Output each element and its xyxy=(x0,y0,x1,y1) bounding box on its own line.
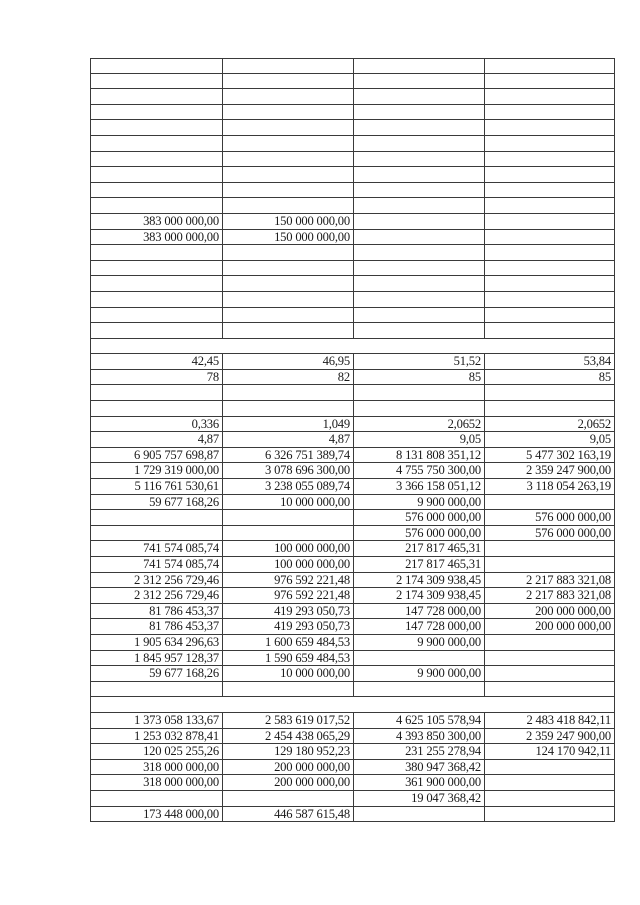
table-row xyxy=(91,760,614,776)
table-cell xyxy=(91,245,222,260)
table-cell xyxy=(484,541,614,556)
table-cell xyxy=(484,276,614,291)
table-cell: 100 000 000,00 xyxy=(222,557,353,572)
table-cell: 6 905 757 698,87 xyxy=(134,447,219,462)
table-cell xyxy=(91,292,222,307)
table-cell: 4,87 xyxy=(222,432,353,447)
table-cell: 217 817 465,31 xyxy=(353,557,484,572)
table-cell: 5 116 761 530,61 xyxy=(134,479,219,494)
table-cell xyxy=(222,697,353,712)
table-cell: 4 625 105 578,94 xyxy=(353,713,484,728)
table-row xyxy=(91,245,614,261)
table-cell xyxy=(222,74,353,89)
table-cell xyxy=(222,59,353,73)
table-row xyxy=(91,198,614,214)
table-row xyxy=(91,619,614,635)
table-cell: 1 373 058 133,67 xyxy=(134,712,219,727)
table-cell: 200 000 000,00 xyxy=(484,619,614,634)
table-cell: 2 217 883 321,08 xyxy=(484,573,614,588)
table-cell: 8 131 808 351,12 xyxy=(353,448,484,463)
table-cell: 0,336 xyxy=(191,416,219,431)
table-cell xyxy=(353,105,484,120)
table-cell: 100 000 000,00 xyxy=(222,541,353,556)
table-cell xyxy=(353,214,484,229)
table-cell xyxy=(353,59,484,73)
table-cell xyxy=(484,230,614,245)
table-cell xyxy=(353,385,484,400)
table-cell xyxy=(353,136,484,151)
table-cell: 81 786 453,37 xyxy=(149,619,219,634)
table-cell xyxy=(484,59,614,73)
table-cell xyxy=(91,791,222,806)
table-cell: 380 947 368,42 xyxy=(353,760,484,775)
table-cell xyxy=(91,152,222,167)
table-cell xyxy=(222,120,353,135)
table-cell xyxy=(222,152,353,167)
table-cell: 173 448 000,00 xyxy=(143,806,219,821)
table-row xyxy=(91,479,614,495)
table-cell xyxy=(484,120,614,135)
table-cell: 2,0652 xyxy=(353,417,484,432)
table-cell xyxy=(353,807,484,822)
table-cell xyxy=(353,183,484,198)
table-cell: 361 900 000,00 xyxy=(353,775,484,790)
table-row xyxy=(91,261,614,277)
table-cell: 2 454 438 065,29 xyxy=(222,729,353,744)
table-cell: 120 025 255,26 xyxy=(143,744,219,759)
table-cell xyxy=(91,89,222,104)
table-row xyxy=(91,573,614,589)
table-row xyxy=(91,510,614,526)
table-cell: 2 583 619 017,52 xyxy=(222,713,353,728)
table-cell xyxy=(91,385,222,400)
table-cell: 46,95 xyxy=(222,354,353,369)
table-cell: 576 000 000,00 xyxy=(484,510,614,525)
table-cell xyxy=(91,276,222,291)
table-row xyxy=(91,729,614,745)
table-cell xyxy=(484,775,614,790)
table-row xyxy=(91,136,614,152)
table-cell: 85 xyxy=(484,370,614,385)
table-cell: 741 574 085,74 xyxy=(143,557,219,571)
table-cell xyxy=(222,323,353,338)
table-cell: 78 xyxy=(206,369,219,384)
table-cell: 59 677 168,26 xyxy=(149,666,219,681)
table-row xyxy=(91,89,614,105)
table-cell xyxy=(484,323,614,338)
table-cell xyxy=(353,230,484,245)
table-row xyxy=(91,495,614,511)
table-cell xyxy=(484,682,614,697)
table-cell: 2 312 256 729,46 xyxy=(134,572,219,587)
table-row xyxy=(91,58,614,74)
table-cell xyxy=(353,167,484,182)
table-cell xyxy=(222,308,353,323)
table-cell: 53,84 xyxy=(484,354,614,369)
table-cell xyxy=(353,89,484,104)
table-cell xyxy=(222,245,353,260)
table-cell xyxy=(353,682,484,697)
table-row xyxy=(91,152,614,168)
table-cell xyxy=(484,557,614,572)
table-cell xyxy=(484,666,614,681)
financial-table xyxy=(91,58,614,822)
table-cell xyxy=(353,697,484,712)
table-cell: 446 587 615,48 xyxy=(222,807,353,822)
table-cell xyxy=(484,807,614,822)
table-row xyxy=(91,651,614,667)
table-cell: 82 xyxy=(222,370,353,385)
table-row xyxy=(91,635,614,651)
table-row xyxy=(91,339,614,355)
table-cell xyxy=(222,339,353,354)
table-cell: 5 477 302 163,19 xyxy=(484,448,614,463)
table-cell xyxy=(222,791,353,806)
table-cell xyxy=(484,401,614,416)
table-cell: 2 174 309 938,45 xyxy=(353,588,484,603)
table-cell xyxy=(222,261,353,276)
table-cell xyxy=(484,760,614,775)
table-cell: 4 393 850 300,00 xyxy=(353,729,484,744)
table-cell xyxy=(484,495,614,510)
table-row xyxy=(91,370,614,386)
table-cell xyxy=(484,697,614,712)
table-cell xyxy=(353,292,484,307)
table-cell: 2 217 883 321,08 xyxy=(484,588,614,603)
table-row xyxy=(91,354,614,370)
table-row xyxy=(91,417,614,433)
table-cell: 576 000 000,00 xyxy=(353,510,484,525)
table-cell: 419 293 050,73 xyxy=(222,619,353,634)
table-cell: 318 000 000,00 xyxy=(143,775,219,790)
table-row xyxy=(91,588,614,604)
table-cell xyxy=(484,152,614,167)
table-cell xyxy=(484,261,614,276)
table-cell xyxy=(91,136,222,151)
table-cell: 3 078 696 300,00 xyxy=(222,463,353,478)
table-cell: 576 000 000,00 xyxy=(353,526,484,541)
table-cell xyxy=(222,526,353,541)
table-cell xyxy=(91,526,222,541)
table-row xyxy=(91,557,614,573)
table-cell: 3 118 054 263,19 xyxy=(484,479,614,494)
table-cell: 150 000 000,00 xyxy=(222,214,353,229)
table-row xyxy=(91,276,614,292)
table-cell: 2 312 256 729,46 xyxy=(134,588,219,603)
table-row xyxy=(91,666,614,682)
table-cell: 2 174 309 938,45 xyxy=(353,573,484,588)
table-cell: 231 255 278,94 xyxy=(353,744,484,759)
table-cell xyxy=(353,74,484,89)
table-cell xyxy=(353,261,484,276)
table-cell: 976 592 221,48 xyxy=(222,588,353,603)
table-cell xyxy=(91,682,222,697)
table-cell xyxy=(91,401,222,416)
table-cell xyxy=(222,198,353,213)
table-cell xyxy=(91,308,222,323)
table-cell: 200 000 000,00 xyxy=(222,775,353,790)
table-cell: 124 170 942,11 xyxy=(484,744,614,759)
table-cell: 10 000 000,00 xyxy=(222,495,353,510)
table-cell: 383 000 000,00 xyxy=(143,229,219,244)
table-cell xyxy=(353,401,484,416)
table-cell: 1 905 634 296,63 xyxy=(134,634,219,649)
table-cell xyxy=(484,791,614,806)
table-cell xyxy=(91,183,222,198)
table-cell xyxy=(222,276,353,291)
table-cell xyxy=(91,120,222,135)
table-cell xyxy=(484,385,614,400)
table-cell xyxy=(484,105,614,120)
table-cell: 42,45 xyxy=(191,354,219,369)
table-row xyxy=(91,541,614,557)
table-row xyxy=(91,105,614,121)
table-row xyxy=(91,385,614,401)
table-cell: 4 755 750 300,00 xyxy=(353,463,484,478)
table-cell xyxy=(353,339,484,354)
table-cell xyxy=(484,89,614,104)
table-row xyxy=(91,167,614,183)
table-row xyxy=(91,807,614,823)
table-cell: 2,0652 xyxy=(484,417,614,432)
table-cell: 9,05 xyxy=(484,432,614,447)
table-cell xyxy=(484,198,614,213)
table-cell: 9 900 000,00 xyxy=(353,495,484,510)
table-row xyxy=(91,183,614,199)
table-cell: 318 000 000,00 xyxy=(143,759,219,774)
table-cell: 217 817 465,31 xyxy=(353,541,484,556)
table-cell xyxy=(222,89,353,104)
table-cell xyxy=(91,339,222,354)
table-cell xyxy=(222,292,353,307)
table-cell: 9,05 xyxy=(353,432,484,447)
table-cell: 4,87 xyxy=(197,432,219,447)
table-cell xyxy=(484,136,614,151)
table-cell: 2 359 247 900,00 xyxy=(484,729,614,744)
table-cell xyxy=(91,697,222,712)
table-cell xyxy=(91,105,222,120)
table-row xyxy=(91,463,614,479)
table-cell: 1 600 659 484,53 xyxy=(222,635,353,650)
table-cell: 3 238 055 089,74 xyxy=(222,479,353,494)
table-cell xyxy=(484,292,614,307)
table-cell xyxy=(353,308,484,323)
table-cell xyxy=(222,401,353,416)
table-cell xyxy=(222,167,353,182)
table-row xyxy=(91,791,614,807)
table-cell xyxy=(484,74,614,89)
table-cell: 9 900 000,00 xyxy=(353,635,484,650)
table-cell: 576 000 000,00 xyxy=(484,526,614,541)
table-cell: 3 366 158 051,12 xyxy=(353,479,484,494)
table-cell: 9 900 000,00 xyxy=(353,666,484,681)
table-cell: 129 180 952,23 xyxy=(222,744,353,759)
table-cell: 59 677 168,26 xyxy=(149,494,219,509)
table-row xyxy=(91,214,614,230)
table-cell xyxy=(353,120,484,135)
table-cell: 1 590 659 484,53 xyxy=(222,651,353,666)
table-cell: 1 729 319 000,00 xyxy=(134,463,219,478)
table-row xyxy=(91,401,614,417)
table-row xyxy=(91,230,614,246)
table-row xyxy=(91,292,614,308)
table-cell: 2 359 247 900,00 xyxy=(484,463,614,478)
table-cell xyxy=(91,74,222,89)
table-row xyxy=(91,682,614,698)
table-cell xyxy=(91,167,222,182)
table-cell xyxy=(91,59,222,73)
table-cell xyxy=(484,245,614,260)
table-cell: 147 728 000,00 xyxy=(353,619,484,634)
table-cell: 200 000 000,00 xyxy=(484,604,614,619)
table-cell: 150 000 000,00 xyxy=(222,230,353,245)
table-cell xyxy=(91,510,222,525)
table-cell xyxy=(353,198,484,213)
table-cell xyxy=(484,308,614,323)
table-cell xyxy=(353,152,484,167)
table-row xyxy=(91,308,614,324)
table-cell: 19 047 368,42 xyxy=(353,791,484,806)
table-cell: 741 574 085,74 xyxy=(143,541,219,556)
table-cell xyxy=(222,105,353,120)
table-cell xyxy=(484,339,614,354)
table-row xyxy=(91,120,614,136)
table-row xyxy=(91,697,614,713)
table-row xyxy=(91,526,614,542)
table-cell xyxy=(222,510,353,525)
table-cell: 51,52 xyxy=(353,354,484,369)
table-cell xyxy=(353,323,484,338)
table-row xyxy=(91,432,614,448)
table-cell: 976 592 221,48 xyxy=(222,573,353,588)
table-cell: 85 xyxy=(353,370,484,385)
table-cell xyxy=(222,385,353,400)
table-cell xyxy=(222,183,353,198)
table-row xyxy=(91,448,614,464)
table-row xyxy=(91,74,614,90)
table-cell: 6 326 751 389,74 xyxy=(222,448,353,463)
table-cell: 2 483 418 842,11 xyxy=(484,713,614,728)
table-cell xyxy=(222,682,353,697)
table-cell xyxy=(222,136,353,151)
table-row xyxy=(91,713,614,729)
table-cell: 1,049 xyxy=(222,417,353,432)
table-cell xyxy=(91,323,222,338)
table-row xyxy=(91,775,614,791)
table-cell xyxy=(484,651,614,666)
table-cell xyxy=(353,276,484,291)
table-cell xyxy=(91,261,222,276)
table-cell: 1 253 032 878,41 xyxy=(134,728,219,743)
table-cell: 147 728 000,00 xyxy=(353,604,484,619)
table-cell xyxy=(353,245,484,260)
table-cell: 10 000 000,00 xyxy=(222,666,353,681)
table-cell xyxy=(91,198,222,213)
table-right-border xyxy=(614,58,615,822)
table-cell: 383 000 000,00 xyxy=(143,213,219,228)
table-cell: 81 786 453,37 xyxy=(149,603,219,618)
table-cell: 1 845 957 128,37 xyxy=(134,650,219,665)
table-cell xyxy=(484,167,614,182)
table-row xyxy=(91,744,614,760)
table-row xyxy=(91,323,614,339)
table-row xyxy=(91,604,614,620)
table-cell: 419 293 050,73 xyxy=(222,604,353,619)
table-cell xyxy=(353,651,484,666)
table-cell xyxy=(484,635,614,650)
table-cell xyxy=(484,214,614,229)
table-cell: 200 000 000,00 xyxy=(222,760,353,775)
table-cell xyxy=(484,183,614,198)
